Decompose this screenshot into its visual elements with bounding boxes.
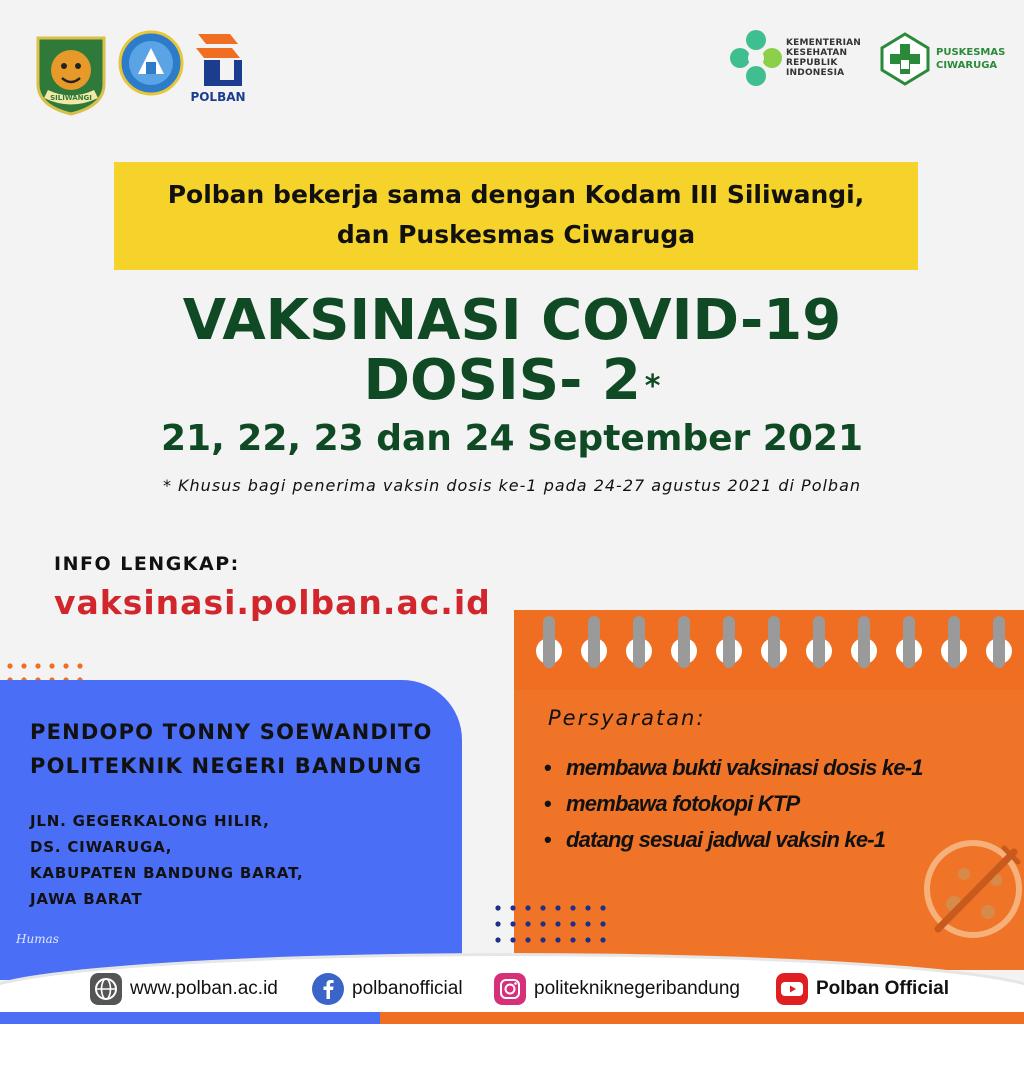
puskesmas-symbol — [880, 32, 930, 86]
list-item: • datang sesuai jadwal vaksin ke-1 — [544, 827, 886, 852]
address-line: KABUPATEN BANDUNG BARAT, — [30, 864, 304, 882]
address-line: JLN. GEGERKALONG HILIR, — [30, 812, 270, 830]
binder-ring — [851, 638, 877, 664]
event-dates: 21, 22, 23 dan 24 September 2021 — [160, 418, 864, 459]
address-line: DS. CIWARUGA, — [30, 838, 173, 856]
binder-ring — [716, 638, 742, 664]
kemenkes-symbol — [728, 28, 784, 90]
requirements-title: Persyaratan: — [548, 706, 706, 730]
requirements-list — [544, 750, 923, 858]
globe-icon — [90, 973, 122, 1005]
instagram-label: politekniknegeribandung — [534, 978, 740, 999]
dose-label: DOSIS- 2 — [363, 348, 641, 413]
puskesmas-wordmark: PUSKESMAS CIWARUGA — [936, 47, 1006, 71]
headline-title: VAKSINASI COVID-19 — [182, 288, 842, 353]
venue-institution: POLITEKNIK NEGERI BANDUNG — [30, 754, 423, 778]
binder-ring — [986, 638, 1012, 664]
binder-ring — [581, 638, 607, 664]
info-label: INFO LENGKAP: — [54, 553, 240, 575]
partnership-banner — [114, 162, 918, 270]
instagram-icon — [494, 973, 526, 1005]
youtube-label: Polban Official — [816, 978, 950, 999]
banner-line-2: dan Puskesmas Ciwaruga — [336, 220, 696, 249]
list-item: • membawa bukti vaksinasi dosis ke-1 — [544, 755, 923, 780]
list-item: • membawa fotokopi KTP — [544, 791, 800, 816]
address-line: JAWA BARAT — [30, 890, 143, 908]
social-footer — [0, 966, 1024, 1014]
bottom-accent-bar-blue — [0, 1012, 380, 1024]
credit-signature: Humas — [16, 932, 59, 946]
facebook-icon — [312, 973, 344, 1005]
no-virus-syringe-icon — [918, 834, 1024, 944]
venue-name: PENDOPO TONNY SOEWANDITO — [30, 720, 433, 744]
tut-wuri-handayani-logo — [118, 30, 184, 96]
youtube-icon — [776, 973, 808, 1005]
eligibility-note: * Khusus bagi penerima vaksin dosis ke-1 pada 24-27 agustus 2021 di Polban — [162, 476, 862, 495]
puskesmas-logo — [880, 32, 1006, 92]
facebook-link[interactable] — [312, 972, 463, 1006]
kemenkes-wordmark: KEMENTERIAN KESEHATAN REPUBLIK INDONESIA — [786, 38, 862, 78]
instagram-link[interactable] — [494, 972, 740, 1006]
polban-wordmark: POLBAN — [190, 90, 246, 104]
dose-asterisk: * — [644, 369, 661, 404]
binder-ring — [806, 638, 832, 664]
decorative-dots-blue — [494, 904, 614, 944]
info-url-link[interactable]: vaksinasi.polban.ac.id — [54, 583, 491, 622]
binder-ring — [761, 638, 787, 664]
binder-ring — [941, 638, 967, 664]
siliwangi-emblem — [34, 32, 108, 116]
youtube-link[interactable] — [776, 972, 949, 1006]
binder-ring — [671, 638, 697, 664]
svg-text:SILIWANGI: SILIWANGI — [50, 94, 92, 102]
polban-logo — [190, 30, 246, 106]
partner-logos-left — [34, 28, 254, 118]
venue-card — [0, 680, 462, 980]
headline-dose — [0, 350, 1024, 412]
website-link[interactable] — [90, 972, 278, 1006]
venue-address — [30, 808, 304, 912]
kemenkes-logo — [728, 28, 868, 92]
binder-ring — [896, 638, 922, 664]
facebook-label: polbanofficial — [352, 978, 463, 999]
binder-ring — [536, 638, 562, 664]
website-label: www.polban.ac.id — [130, 978, 278, 999]
banner-line-1: Polban bekerja sama dengan Kodam III Siliwangi, — [167, 180, 865, 209]
binder-ring — [626, 638, 652, 664]
